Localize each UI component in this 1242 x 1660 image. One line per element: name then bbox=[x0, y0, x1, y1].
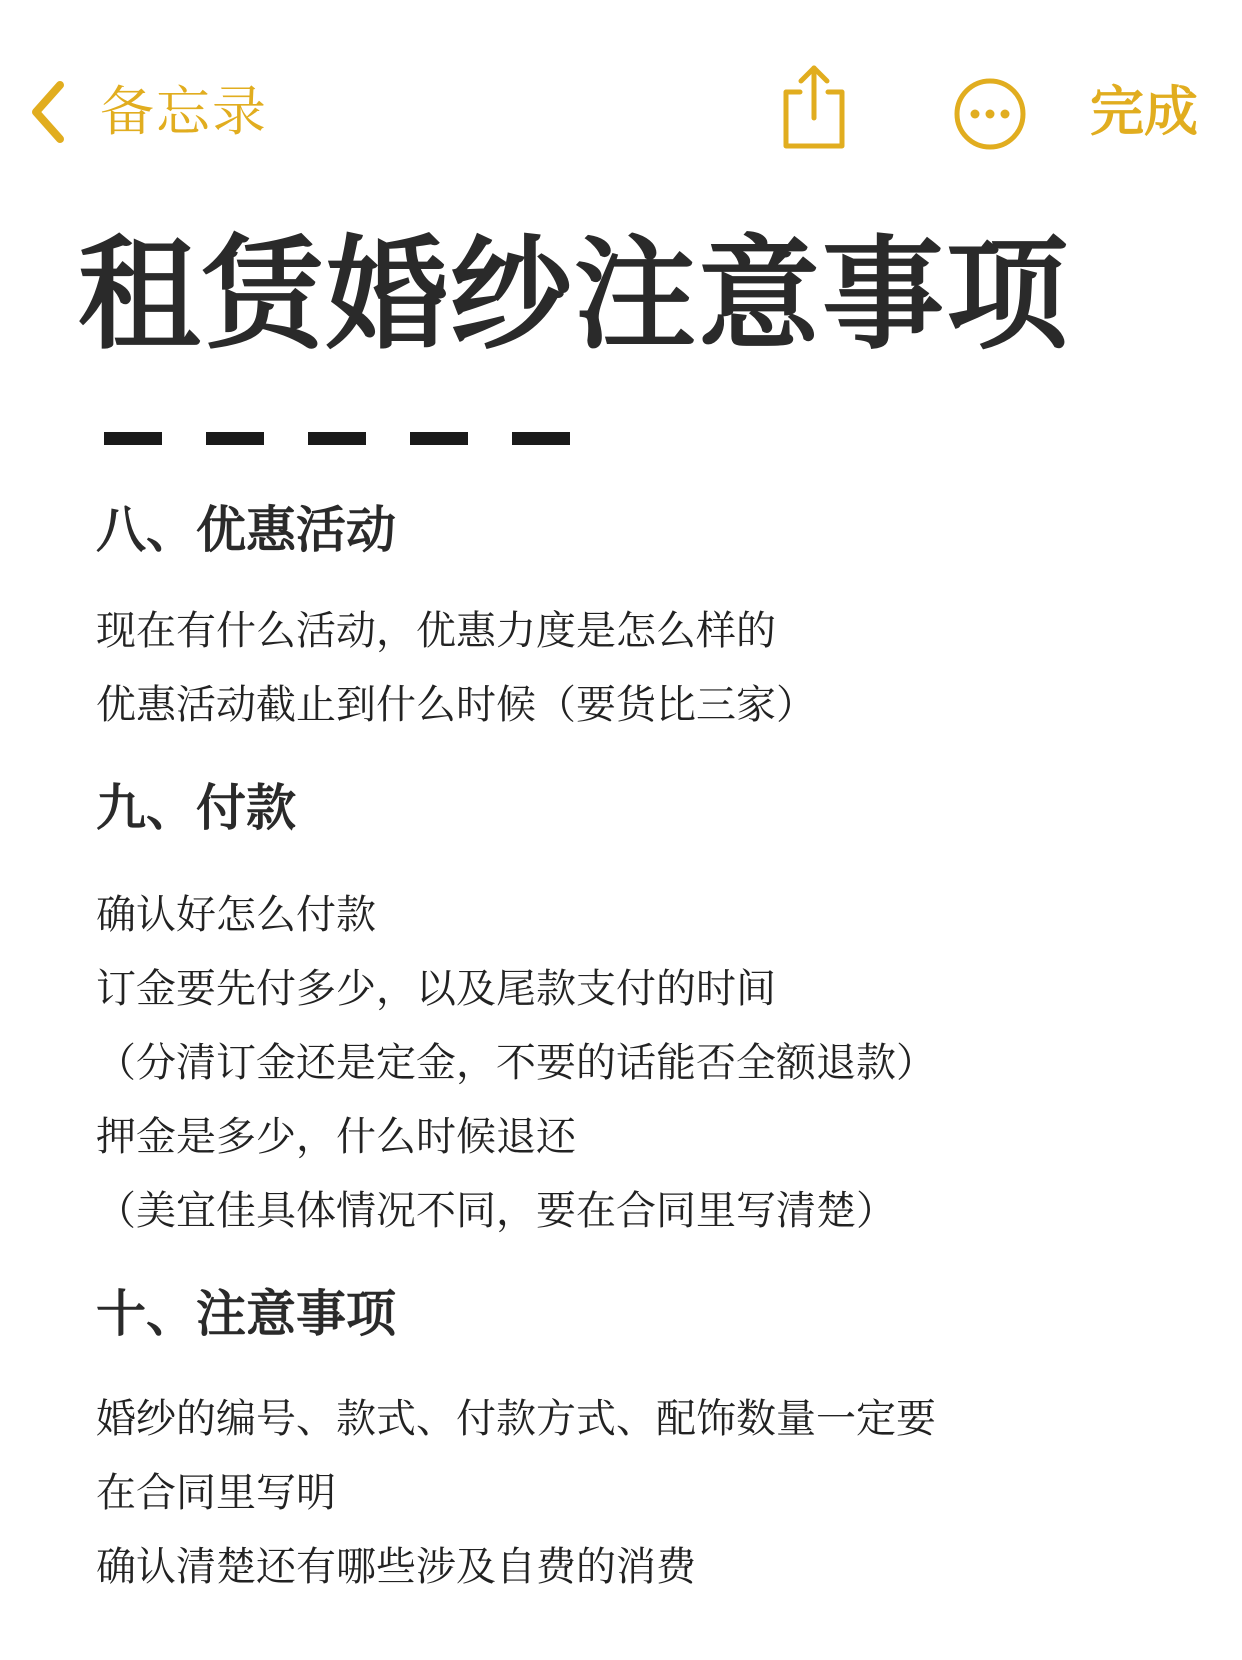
note-title: 租赁婚纱注意事项 bbox=[78, 224, 1070, 366]
note-body[interactable] bbox=[96, 500, 1196, 1604]
body-line: 确认好怎么付款 bbox=[96, 892, 376, 938]
body-line: 确认清楚还有哪些涉及自费的消费 bbox=[96, 1544, 696, 1590]
dash-segment bbox=[308, 432, 366, 445]
body-line: 在合同里写明 bbox=[96, 1470, 336, 1516]
body-line: （美宜佳具体情况不同，要在合同里写清楚） bbox=[96, 1188, 896, 1234]
section-heading: 八、优惠活动 bbox=[96, 501, 396, 559]
chevron-left-icon bbox=[26, 77, 70, 147]
dash-segment bbox=[410, 432, 468, 445]
more-icon[interactable] bbox=[952, 76, 1028, 152]
navigation-bar bbox=[0, 0, 1242, 200]
section-heading: 九、付款 bbox=[96, 779, 296, 837]
body-line: （分清订金还是定金，不要的话能否全额退款） bbox=[96, 1040, 936, 1086]
done-button[interactable]: 完成 bbox=[1090, 80, 1198, 143]
section-heading: 十、注意事项 bbox=[96, 1285, 396, 1343]
dash-segment bbox=[512, 432, 570, 445]
body-line: 优惠活动截止到什么时候（要货比三家） bbox=[96, 682, 816, 728]
body-line: 订金要先付多少，以及尾款支付的时间 bbox=[96, 966, 776, 1012]
back-button-label: 备忘录 bbox=[100, 80, 268, 143]
section-promotions bbox=[96, 500, 1196, 742]
share-icon[interactable] bbox=[778, 62, 850, 154]
section-notes bbox=[96, 1284, 1196, 1604]
dash-segment bbox=[104, 432, 162, 445]
section-payment bbox=[96, 778, 1196, 1248]
dash-divider bbox=[104, 432, 614, 446]
back-button[interactable] bbox=[26, 72, 268, 152]
body-line: 押金是多少，什么时候退还 bbox=[96, 1114, 576, 1160]
body-line: 现在有什么活动，优惠力度是怎么样的 bbox=[96, 608, 776, 654]
body-line: 婚纱的编号、款式、付款方式、配饰数量一定要 bbox=[96, 1396, 936, 1442]
dash-segment bbox=[206, 432, 264, 445]
